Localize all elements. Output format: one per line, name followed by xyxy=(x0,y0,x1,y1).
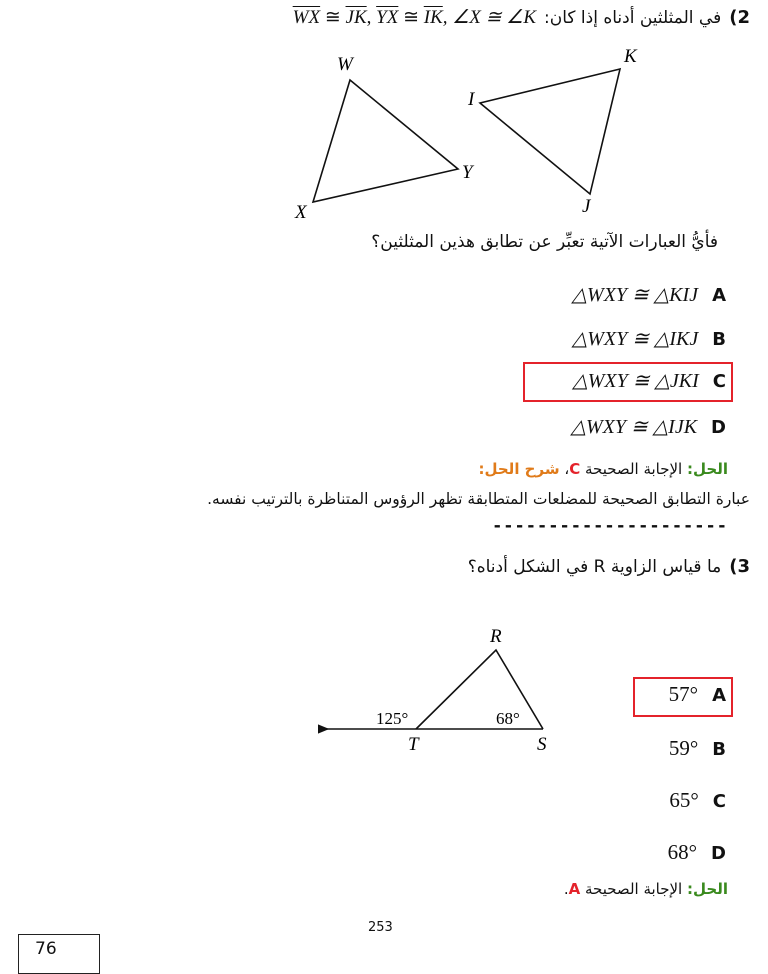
q2-prompt: فأيُّ العبارات الآتية تعبِّر عن تطابق هذين المثلثين؟ xyxy=(371,232,718,252)
option-letter: D xyxy=(711,417,726,438)
label-R: R xyxy=(490,626,502,647)
solution-letter: C xyxy=(569,460,581,478)
page-number-box xyxy=(18,934,100,974)
label-W: W xyxy=(337,54,353,75)
q2-option-b[interactable] xyxy=(572,326,726,351)
q2-option-d[interactable] xyxy=(571,414,726,439)
option-text: 65° xyxy=(669,788,699,812)
option-letter: C xyxy=(712,791,726,812)
triangle-rts xyxy=(416,650,543,729)
q3-number: 3) xyxy=(729,556,750,577)
q2-header xyxy=(293,6,750,29)
q3-option-d[interactable] xyxy=(668,840,726,865)
solution-text: الإجابة الصحيحة xyxy=(585,880,683,898)
q2-triangles-figure xyxy=(280,42,680,222)
section-divider: --------------------- xyxy=(492,516,728,536)
option-letter: C xyxy=(712,371,726,392)
label-J: J xyxy=(582,196,591,217)
label-X: X xyxy=(295,202,307,222)
solution-label: الحل: xyxy=(687,880,728,898)
q2-solution: الحل: الإجابة الصحيحة C، شرح الحل: xyxy=(478,460,728,478)
option-letter: B xyxy=(712,739,726,760)
q3-option-c[interactable] xyxy=(669,788,726,813)
option-text: △WXY ≅ △KIJ xyxy=(571,284,699,306)
solution-label: الحل: xyxy=(687,460,728,478)
solution-text: الإجابة الصحيحة xyxy=(585,460,683,478)
q2-number: 2) xyxy=(729,7,750,28)
explain-label: شرح الحل: xyxy=(478,460,560,478)
angle-T-label: 125° xyxy=(376,709,409,728)
option-letter: B xyxy=(712,329,726,350)
q3-header xyxy=(468,556,750,577)
label-I: I xyxy=(468,89,475,110)
triangle-kij xyxy=(480,69,620,194)
option-letter: D xyxy=(711,843,726,864)
q3-option-b[interactable] xyxy=(669,736,726,761)
solution-letter: A xyxy=(568,880,581,898)
option-text: 59° xyxy=(668,736,699,760)
page-number-center: 253 xyxy=(368,920,393,935)
label-K: K xyxy=(624,46,637,67)
label-S: S xyxy=(537,734,547,755)
q2-option-c[interactable] xyxy=(572,368,726,393)
option-letter: A xyxy=(712,685,726,706)
option-text: △WXY ≅ △IJK xyxy=(570,416,698,438)
q2-condition: $\overline{WX}$ ≅ $\overline{JK}$, $\overline{YX}$ ≅ $\overline{IK}$, ∠X ≅ ∠K xyxy=(292,7,537,28)
triangle-wxy xyxy=(313,80,458,202)
q2-intro: في المثلثين أدناه إذا كان: xyxy=(544,8,722,28)
q2-option-a[interactable] xyxy=(572,282,726,307)
q3-prompt: ما قياس الزاوية R في الشكل أدناه؟ xyxy=(467,557,722,577)
option-text: △WXY ≅ △JKI xyxy=(572,370,699,392)
option-text: 68° xyxy=(667,840,698,864)
option-text: 57° xyxy=(668,682,699,706)
q3-triangle-figure xyxy=(318,606,568,756)
label-Y: Y xyxy=(462,162,473,183)
angle-S-label: 68° xyxy=(496,709,520,728)
q3-option-a[interactable] xyxy=(669,682,726,707)
page-number-box-text: 76 xyxy=(35,939,57,959)
q3-solution: الحل: الإجابة الصحيحة A. xyxy=(563,880,728,898)
option-letter: A xyxy=(712,285,726,306)
q2-explanation: عبارة التطابق الصحيحة للمضلعات المتطابقة تظهر الرؤوس المتناظرة بالترتيب نفسه. xyxy=(207,490,750,508)
label-T: T xyxy=(408,734,419,755)
option-text: △WXY ≅ △IKJ xyxy=(571,328,699,350)
